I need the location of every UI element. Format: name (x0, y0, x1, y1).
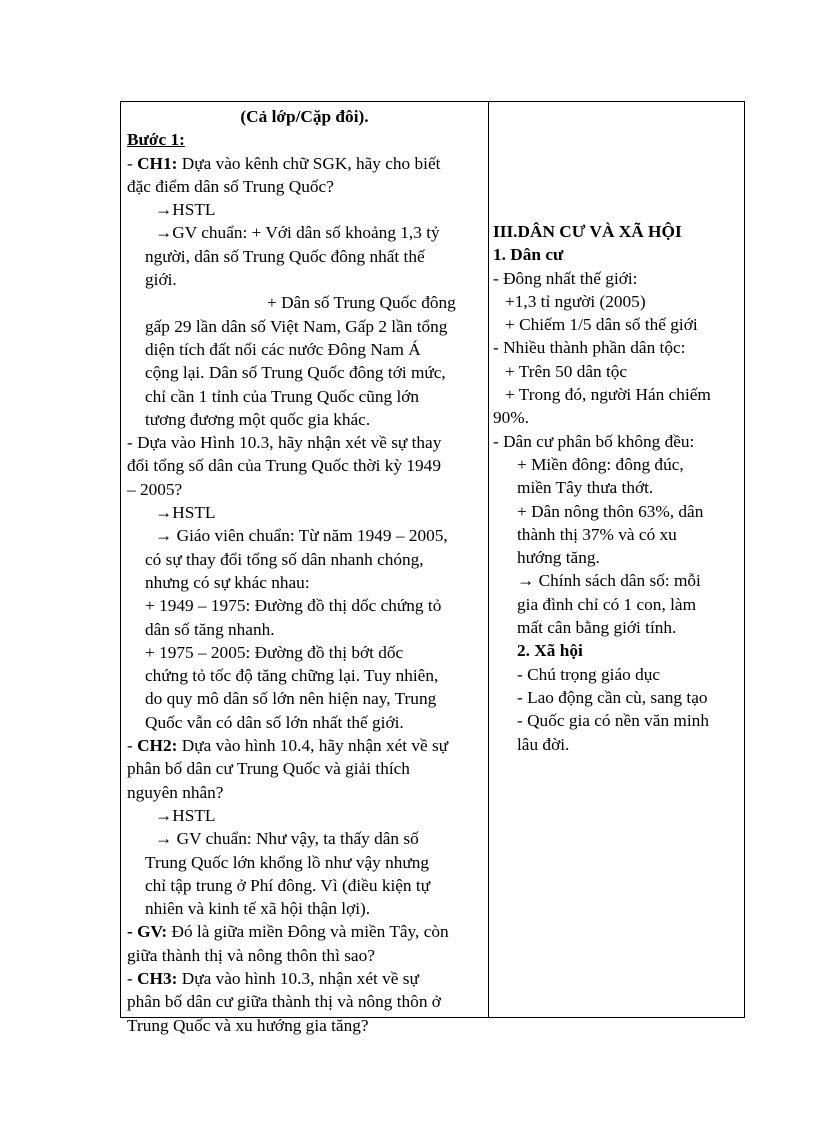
gv-answer-1-line: giới. (145, 270, 177, 290)
content-line: - Đông nhất thế giới: (493, 268, 638, 288)
content-line: + Trên 50 dân tộc (505, 361, 628, 381)
ch3-text-cont: phân bố dân cư giữa thành thị và nông thôn ở (127, 992, 441, 1012)
gv-answer-1-line: diện tích đất nổi các nước Đông Nam Á (145, 339, 421, 359)
content-line: - Chú trọng giáo dục (517, 664, 661, 684)
gv-answer-2: → Giáo viên chuẩn: Từ năm 1949 – 2005, (155, 526, 448, 546)
ch1-question: - CH1: Dựa vào kênh chữ SGK, hãy cho biết (127, 153, 441, 173)
gv-answer-3-line: chỉ tập trung ở Phí đông. Vì (điều kiện tự (145, 875, 431, 895)
gv-question-4 (127, 920, 482, 943)
content-line: hướng tăng. (517, 548, 600, 568)
gv-answer-1-line: + Dân số Trung Quốc đông (267, 293, 456, 313)
gv-answer-1-line: cộng lại. Dân số Trung Quốc đông tới mức, (145, 363, 446, 383)
gv-answer-2-line: + 1975 – 2005: Đường đồ thị bớt dốc (145, 642, 404, 662)
gv4-text-cont: giữa thành thị và nông thôn thì sao? (127, 945, 375, 965)
subsection-population: 1. Dân cư (493, 245, 564, 265)
ch2-text-cont: nguyên nhân? (127, 782, 224, 802)
content-line: - Nhiều thành phần dân tộc: (493, 338, 686, 358)
gv-answer-3: → GV chuẩn: Như vậy, ta thấy dân số (155, 829, 419, 849)
content-line: gia đình chỉ có 1 con, làm (517, 594, 697, 614)
section-heading: III.DÂN CƯ VÀ XÃ HỘI (493, 222, 682, 241)
gv-answer-2-line: + 1949 – 1975: Đường đồ thị dốc chứng tỏ (145, 596, 442, 616)
lesson-table (120, 101, 745, 1035)
gv4-text: Đó là giữa miền Đông và miền Tây, còn (167, 922, 449, 942)
gv-answer-1-line: chỉ cần 1 tỉnh của Trung Quốc cũng lớn (145, 386, 420, 406)
gv-answer-1-line: tương đương một quốc gia khác. (145, 409, 371, 429)
gv-answer-3-line: Trung Quốc lớn khổng lồ như vậy nhưng (145, 852, 430, 872)
ch2-question: - CH2: Dựa vào hình 10.4, hãy nhận xét về sự (127, 736, 449, 756)
ch3-text: Dựa vào hình 10.3, nhận xét về sự (177, 968, 419, 988)
question-2-line: đổi tổng số dân của Trung Quốc thời kỳ 1949 (127, 456, 441, 476)
activity-column (121, 102, 489, 1035)
gv-answer-2-line: dân số tăng nhanh. (145, 619, 275, 639)
gv-answer-2-line: có sự thay đổi tổng số dân nhanh chóng, (145, 549, 424, 569)
ch1-text: Dựa vào kênh chữ SGK, hãy cho biết (177, 153, 441, 173)
gv-answer-1: →GV chuẩn: + Với dân số khoảng 1,3 tỷ (155, 223, 440, 243)
content-line: - Lao động cần cù, sang tạo (517, 687, 708, 707)
question-2: - Dựa vào Hình 10.3, hãy nhận xét về sự thay (127, 433, 442, 453)
step-heading: Bước 1: (127, 130, 185, 150)
ch3-label: CH3: (137, 968, 178, 988)
hstl-2: →HSTL (155, 503, 216, 523)
content-line: + Dân nông thôn 63%, dân (517, 501, 704, 521)
gv-answer-2-line: nhưng có sự khác nhau: (145, 572, 310, 592)
content-line: - Dân cư phân bố không đều: (493, 431, 695, 451)
ch1-label: CH1: (137, 153, 178, 173)
hstl-3: →HSTL (155, 805, 216, 825)
content-line: +1,3 tỉ người (2005) (505, 291, 646, 311)
hstl-1: →HSTL (155, 200, 216, 220)
activity-title: (Cả lớp/Cặp đôi). (240, 107, 369, 126)
content-line: + Trong đó, người Hán chiếm (505, 385, 711, 405)
ch3-question: - CH3: Dựa vào hình 10.3, nhận xét về sự (127, 968, 419, 988)
subsection-society: 2. Xã hội (517, 641, 583, 661)
content-line: - Quốc gia có nền văn minh (517, 711, 709, 731)
ch3-text-cont: Trung Quốc và xu hướng gia tăng? (127, 1015, 369, 1035)
content-line: + Miền đông: đông đúc, (517, 454, 684, 474)
content-column (489, 102, 744, 1017)
gv-answer-2-line: Quốc vẫn có dân số lớn nhất thế giới. (145, 712, 404, 732)
content-line: → Chính sách dân số: mỗi (517, 571, 701, 591)
gv-answer-3-line: nhiên và kinh tế xã hội thận lợi). (145, 899, 371, 919)
question-2-line: – 2005? (127, 479, 183, 499)
gv-answer-1-line: gấp 29 lần dân số Việt Nam, Gấp 2 lần tổng (145, 316, 448, 336)
content-line: + Chiếm 1/5 dân số thế giới (505, 315, 698, 335)
content-line: lâu đời. (517, 734, 570, 754)
content-line: mất cân bằng giới tính. (517, 618, 677, 638)
ch2-label: CH2: (137, 736, 178, 756)
content-line: miền Tây thưa thớt. (517, 478, 654, 498)
content-line: thành thị 37% và có xu (517, 524, 677, 544)
ch2-text-cont: phân bố dân cư Trung Quốc và giải thích (127, 759, 410, 779)
ch2-text: Dựa vào hình 10.4, hãy nhận xét về sự (177, 736, 449, 756)
gv-answer-2-line: do quy mô dân số lớn nên hiện nay, Trung (145, 689, 437, 709)
content-line: 90%. (493, 408, 529, 428)
gv4-label: - GV: (127, 922, 168, 942)
gv-answer-2-line: chứng tỏ tốc độ tăng chững lại. Tuy nhiên, (145, 666, 439, 686)
ch1-text-cont: đặc điểm dân số Trung Quốc? (127, 176, 334, 196)
gv-answer-1-line: người, dân số Trung Quốc đông nhất thế (145, 246, 425, 266)
